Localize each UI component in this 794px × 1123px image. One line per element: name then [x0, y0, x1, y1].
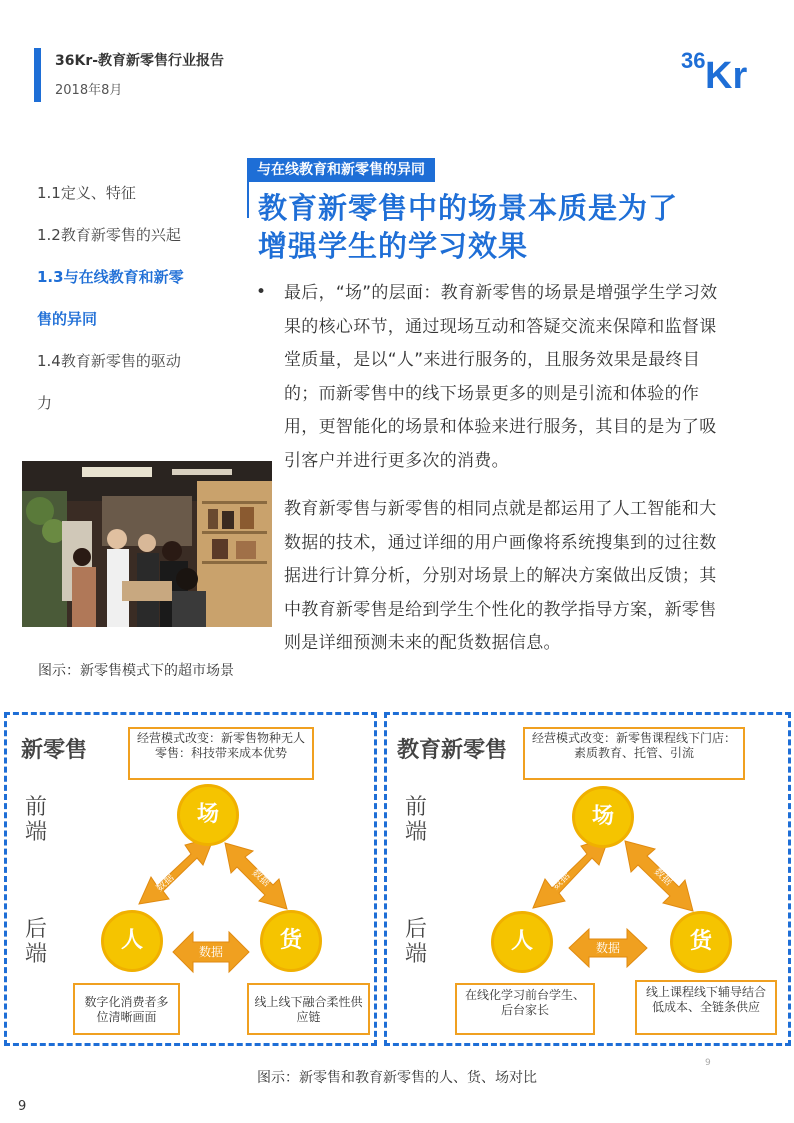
arrow-left-diagonal — [139, 837, 214, 904]
header-accent-bar — [34, 48, 41, 102]
diagram-title: 新零售 — [21, 738, 88, 763]
logo-text-kr: Kr — [705, 55, 748, 92]
toc-item-1-4-cont[interactable]: 力 — [37, 394, 53, 412]
node-goods: 货 — [670, 911, 732, 973]
toc-item-1-2[interactable]: 1.2教育新零售的兴起 — [37, 226, 181, 244]
node-scene: 场 — [572, 786, 634, 848]
arrow-bottom-label: 数据 — [595, 941, 621, 955]
node-person: 人 — [101, 910, 163, 972]
main-title-line-2: 增强学生的学习效果 — [258, 229, 529, 263]
main-title — [258, 189, 738, 265]
top-note-box: 经营模式改变：新零售课程线下门店：素质教育、托管、引流 — [523, 727, 745, 780]
body-paragraph-2: 教育新零售与新零售的相同点就是都运用了人工智能和大数据的技术，通过详细的用户画像将系统搜集到的过往数据进行计算分析，分别对场景上的解决方案做出反馈；其中教育新零售是给到学生个性化的教学指导方案，新零售则是详细预测未来的配货数据信息。 — [284, 499, 717, 654]
node-scene: 场 — [177, 784, 239, 846]
diagram-new-retail — [4, 712, 377, 1046]
front-end-label: 前端 — [24, 795, 47, 845]
arrow-right-label: 数据 — [249, 867, 272, 889]
arrow-left-label: 数据 — [154, 872, 177, 894]
36kr-logo — [681, 42, 765, 92]
toc-item-1-3-cont[interactable]: 售的异同 — [37, 310, 98, 328]
back-end-label: 后端 — [24, 917, 47, 967]
diagram-caption: 图示：新零售和教育新零售的人、货、场对比 — [257, 1070, 537, 1086]
photo-caption: 图示：新零售模式下的超市场景 — [38, 663, 234, 679]
table-of-contents — [37, 172, 222, 424]
main-title-line-1: 教育新零售中的场景本质是为了 — [258, 191, 679, 225]
arrow-right-label: 数据 — [651, 866, 674, 889]
note-person-box: 在线化学习前台学生、后台家长 — [455, 983, 595, 1035]
section-tag-line — [247, 182, 249, 218]
arrow-bottom-label: 数据 — [198, 945, 224, 959]
diagram-title: 教育新零售 — [397, 738, 508, 763]
note-goods-box: 线上课程线下辅导结合低成本、全链条供应 — [635, 980, 777, 1035]
small-page-number: 9 — [705, 1058, 711, 1068]
toc-item-1-1[interactable]: 1.1定义、特征 — [37, 184, 136, 202]
logo-text-36: 36 — [681, 48, 706, 73]
report-date: 2018年8月 — [55, 83, 123, 98]
toc-item-1-3[interactable]: 1.3与在线教育和新零 — [37, 268, 184, 286]
section-tag: 与在线教育和新零售的异同 — [247, 158, 435, 182]
report-title: 36Kr-教育新零售行业报告 — [55, 53, 225, 69]
arrow-left-label: 数据 — [550, 870, 573, 893]
back-end-label: 后端 — [404, 917, 427, 967]
node-goods: 货 — [260, 910, 322, 972]
body-paragraph-1: 最后，“场”的层面：教育新零售的场景是增强学生学习效果的核心环节，通过现场互动和答疑交流来保障和监督课堂质量，是以“人”来进行服务的，且服务效果是最终目的；而新零售中的线下场景更多的则是引流和体验的作用，更智能化的场景和体验来进行服务，其目的是为了吸引客户并进行更多次的消费。 — [284, 283, 718, 471]
supermarket-scene-photo — [22, 461, 272, 627]
note-goods-box: 线上线下融合柔性供应链 — [247, 983, 370, 1035]
front-end-label: 前端 — [404, 795, 427, 845]
top-note-box: 经营模式改变：新零售物种无人零售：科技带来成本优势 — [128, 727, 314, 780]
diagram-education-new-retail — [384, 712, 791, 1046]
bullet-dot: • — [256, 282, 267, 302]
node-person: 人 — [491, 911, 553, 973]
toc-item-1-4[interactable]: 1.4教育新零售的驱动 — [37, 352, 181, 370]
page-number: 9 — [18, 1099, 27, 1114]
note-person-box: 数字化消费者多位清晰画面 — [73, 983, 180, 1035]
